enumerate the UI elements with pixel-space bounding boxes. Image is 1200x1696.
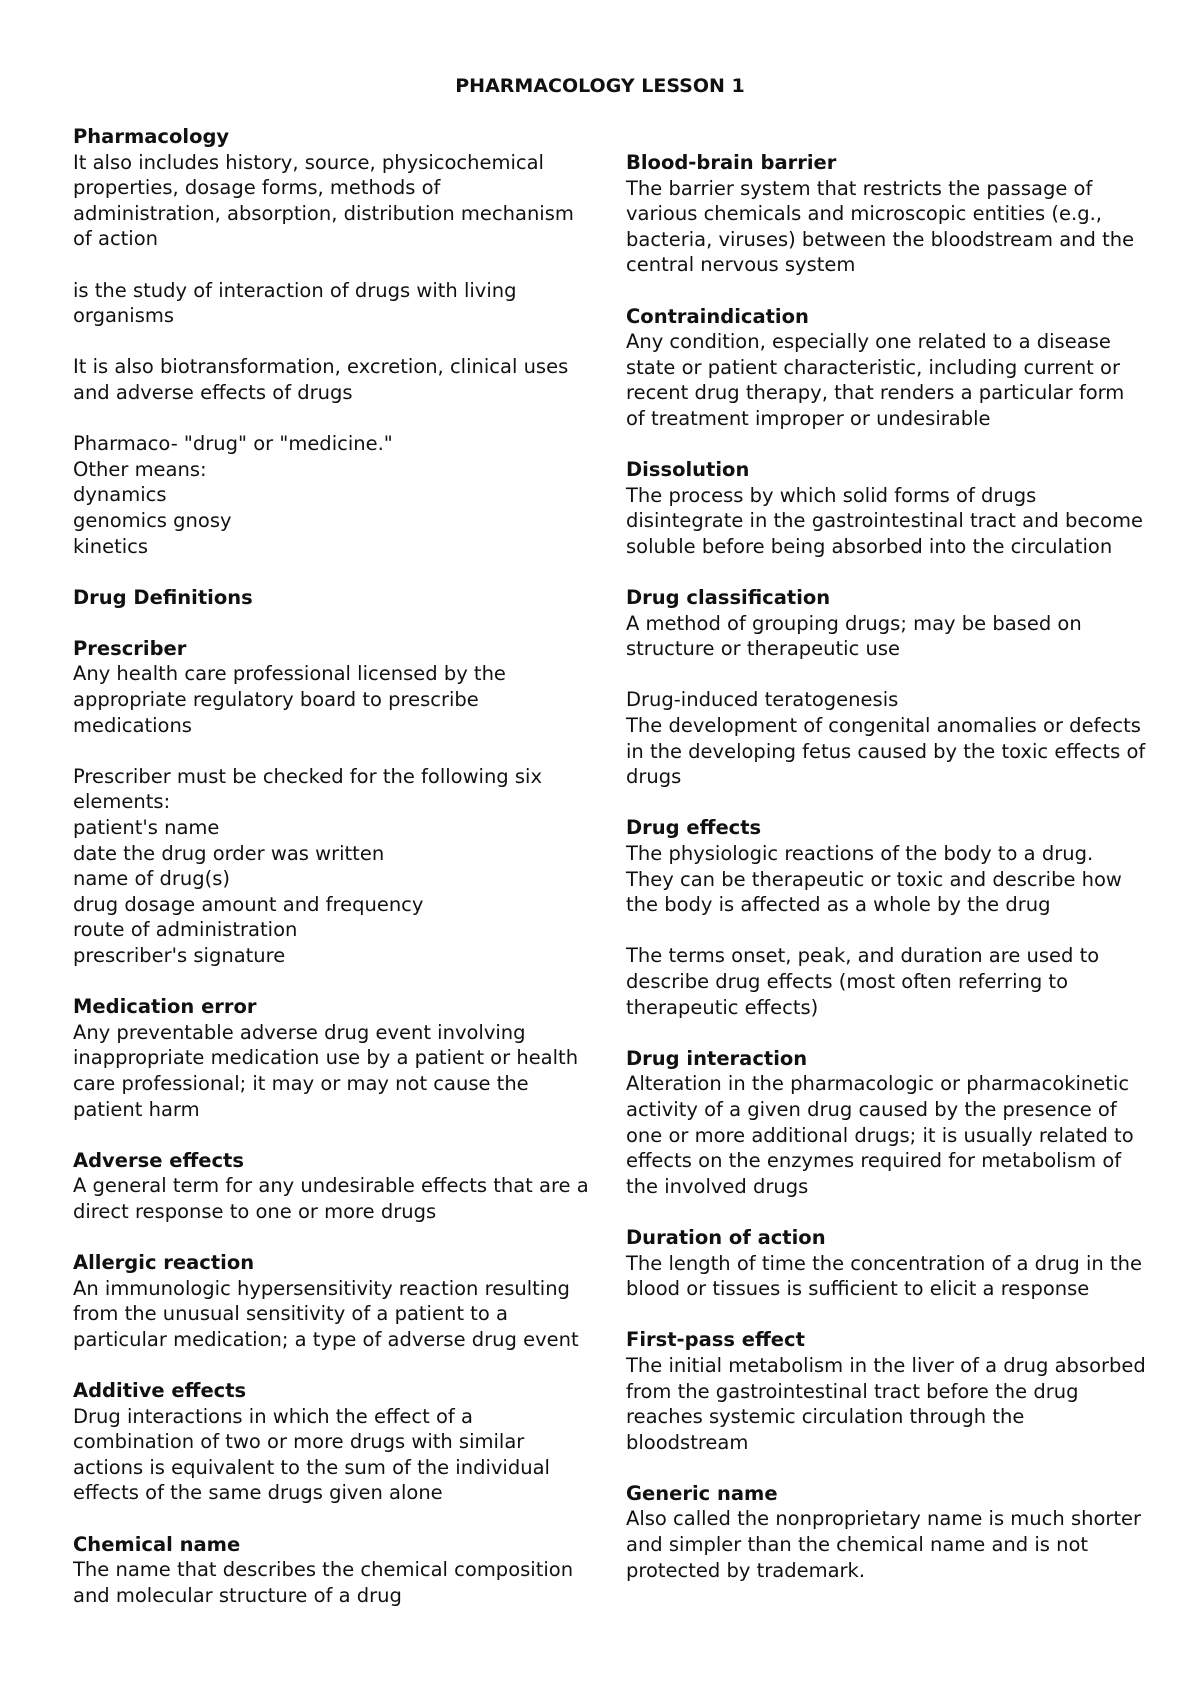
list-block bbox=[73, 431, 593, 559]
term-heading: Adverse effects bbox=[73, 1148, 244, 1172]
term-heading: Contraindication bbox=[626, 304, 809, 328]
definition-block bbox=[73, 1532, 593, 1609]
page-title: PHARMACOLOGY LESSON 1 bbox=[455, 75, 745, 97]
definition-text: It is also biotransformation, excretion, clinical uses and adverse effects of drugs bbox=[73, 355, 569, 404]
term-heading: Drug classification bbox=[626, 586, 831, 610]
definition-block bbox=[626, 457, 1146, 559]
term-heading: Drug effects bbox=[626, 816, 762, 840]
list-line: dynamics bbox=[73, 483, 167, 507]
definition-block bbox=[73, 994, 593, 1122]
definition-text: The length of time the concentration of a drug in the blood or tissues is sufficient to elicit a response bbox=[626, 1251, 1142, 1301]
list-intro: Prescriber must be checked for the following six elements: bbox=[73, 764, 549, 814]
definition-text: Any condition, especially one related to a disease state or patient characteristic, including current or recent drug therapy, that renders a particular form of treatment improper or undesirable bbox=[626, 330, 1125, 430]
list-line: patient's name bbox=[73, 816, 220, 840]
list-line: route of administration bbox=[73, 918, 298, 942]
term-heading: First-pass effect bbox=[626, 1328, 805, 1352]
list-line: drug dosage amount and frequency bbox=[73, 892, 424, 916]
list-line: name of drug(s) bbox=[73, 867, 230, 891]
section-heading: Drug Definitions bbox=[73, 585, 253, 609]
definition-block bbox=[626, 1046, 1146, 1200]
term-heading: Allergic reaction bbox=[73, 1251, 255, 1275]
definition-block bbox=[626, 1225, 1146, 1302]
definition-text: A general term for any undesirable effects that are a direct response to one or more drugs bbox=[73, 1174, 589, 1223]
definition-text: The initial metabolism in the liver of a drug absorbed from the gastrointestinal tract before the drug reaches systemic circulation through the bloodstream bbox=[626, 1353, 1146, 1454]
list-block bbox=[73, 764, 593, 969]
term-heading: Prescriber bbox=[73, 636, 187, 660]
list-line: kinetics bbox=[73, 534, 149, 558]
list-line: date the drug order was written bbox=[73, 841, 385, 865]
right-column bbox=[626, 150, 1146, 1609]
definition-text: Any preventable adverse drug event involving inappropriate medication use by a patient or health care professional; it may or may not cause the patient harm bbox=[73, 1020, 579, 1121]
definition-block bbox=[626, 1327, 1146, 1455]
definition-text: The process by which solid forms of drugs disintegrate in the gastrointestinal tract and become soluble before being absorbed into the circulation bbox=[626, 483, 1144, 558]
definition-block bbox=[626, 815, 1146, 1020]
term-heading: Drug-induced teratogenesis bbox=[626, 688, 899, 712]
definition-block bbox=[626, 304, 1146, 432]
definition-text: An immunologic hypersensitivity reaction resulting from the unusual sensitivity of a patient to a particular medication; a type of adverse drug event bbox=[73, 1276, 579, 1351]
definition-block bbox=[73, 1250, 593, 1352]
term-heading: Duration of action bbox=[626, 1225, 826, 1249]
definition-text: Alteration in the pharmacologic or pharmacokinetic activity of a given drug caused by the presence of one or more additional drugs; it is usually related to effects on the enzymes required for metabolism of the involved drugs bbox=[626, 1072, 1134, 1198]
term-heading: Medication error bbox=[73, 995, 257, 1019]
term-heading: Pharmacology bbox=[73, 125, 230, 148]
definition-text: A method of grouping drugs; may be based on structure or therapeutic use bbox=[626, 611, 1082, 661]
definition-block bbox=[626, 1481, 1146, 1583]
term-heading: Blood-brain barrier bbox=[626, 151, 837, 174]
section-heading-block bbox=[73, 585, 593, 611]
term-heading: Chemical name bbox=[73, 1532, 241, 1556]
definition-text: The physiologic reactions of the body to a drug. They can be therapeutic or toxic and describe how the body is affected as a whole by the drug bbox=[626, 842, 1122, 917]
list-line: Pharmaco- "drug" or "medicine." bbox=[73, 432, 393, 456]
list-line: Other means: bbox=[73, 457, 207, 481]
definition-block bbox=[73, 1378, 593, 1506]
definition-text: Any health care professional licensed by the appropriate regulatory board to prescribe medications bbox=[73, 662, 506, 737]
term-heading: Additive effects bbox=[73, 1379, 247, 1403]
definition-text: is the study of interaction of drugs with living organisms bbox=[73, 278, 517, 328]
definition-block bbox=[626, 585, 1146, 662]
definition-text: The terms onset, peak, and duration are used to describe drug effects (most often referring to therapeutic effects) bbox=[626, 944, 1100, 1019]
definition-text: The name that describes the chemical composition and molecular structure of a drug bbox=[73, 1558, 574, 1607]
left-column bbox=[73, 124, 593, 1634]
term-heading: Generic name bbox=[626, 1481, 778, 1505]
definition-block bbox=[73, 124, 593, 559]
definition-block bbox=[73, 1148, 593, 1225]
definition-block bbox=[73, 636, 593, 969]
list-line: genomics gnosy bbox=[73, 508, 232, 532]
definition-text: It also includes history, source, physicochemical properties, dosage forms, methods of administration, absorption, distribution mechanism of action bbox=[73, 150, 574, 251]
term-heading: Dissolution bbox=[626, 458, 750, 482]
definition-text: Also called the nonproprietary name is much shorter and simpler than the chemical name and is not protected by trademark. bbox=[626, 1507, 1142, 1582]
definition-block bbox=[626, 150, 1146, 278]
definition-block bbox=[626, 687, 1146, 789]
list-line: prescriber's signature bbox=[73, 944, 286, 967]
definition-text: Drug interactions in which the effect of a combination of two or more drugs with similar actions is equivalent to the sum of the individual effects of the same drugs given alone bbox=[73, 1404, 550, 1505]
term-heading: Drug interaction bbox=[626, 1046, 808, 1070]
definition-text: The barrier system that restricts the passage of various chemicals and microscopic entities (e.g., bacteria, viruses) between the bloodstream and the central nervous system bbox=[626, 176, 1135, 277]
definition-text: The development of congenital anomalies or defects in the developing fetus caused by the toxic effects of drugs bbox=[626, 714, 1146, 789]
